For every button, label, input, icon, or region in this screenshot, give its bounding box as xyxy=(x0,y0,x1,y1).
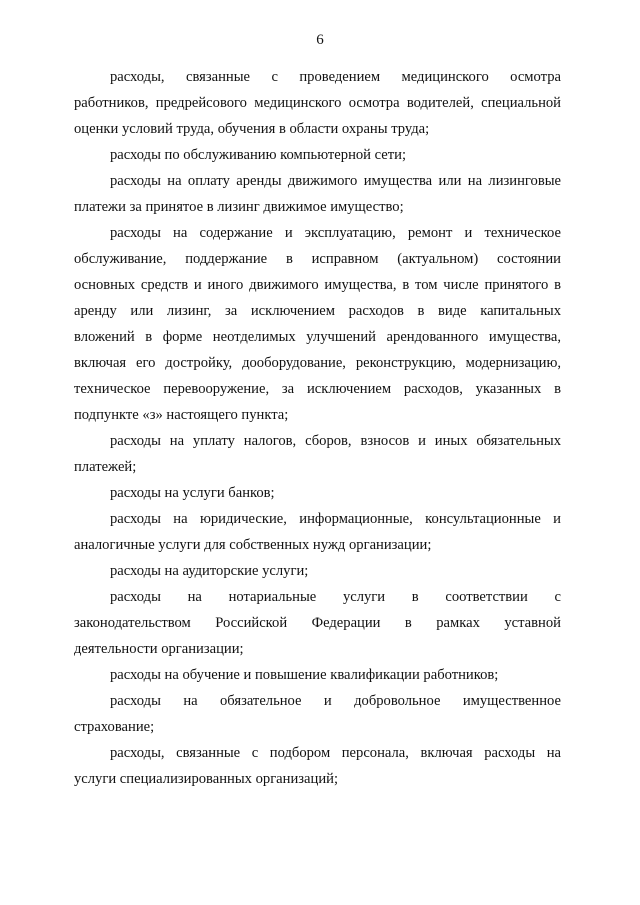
word: расходы xyxy=(110,589,161,605)
word: на xyxy=(183,693,198,709)
word: нотариальные xyxy=(228,589,317,605)
word: с xyxy=(271,69,278,85)
paragraph xyxy=(74,168,561,220)
text-line: аналогичные услуги для собственных нужд организации; xyxy=(74,537,432,553)
paragraph xyxy=(74,740,561,792)
text-line xyxy=(74,584,561,610)
word: медицинского xyxy=(401,69,489,85)
text-line: расходы на услуги банков; xyxy=(110,485,275,501)
text-line: платежи за принятое в лизинг движимое имущество; xyxy=(74,199,404,215)
paragraph xyxy=(74,688,561,740)
text-line: вложений в форме неотделимых улучшений арендованного имущества, xyxy=(74,329,561,345)
text-line: расходы на обучение и повышение квалификации работников; xyxy=(110,667,499,683)
paragraph xyxy=(74,584,561,662)
word: законодательством xyxy=(74,615,191,631)
paragraph xyxy=(74,428,561,480)
word: и xyxy=(323,693,332,709)
word: Федерации xyxy=(311,615,381,631)
word: соответствии xyxy=(445,589,528,605)
page-number: 6 xyxy=(316,32,324,48)
word: в xyxy=(404,615,412,631)
text-line: оценки условий труда, обучения в области охраны труда; xyxy=(74,121,430,137)
text-line: услуги специализированных организаций; xyxy=(74,771,338,787)
word: имущественное xyxy=(462,693,561,709)
text-line: расходы, связанные с подбором персонала, включая расходы на xyxy=(110,745,561,761)
text-line: подпункте «з» настоящего пункта; xyxy=(74,407,289,423)
word: услуги xyxy=(342,589,386,605)
word: обязательное xyxy=(220,693,302,709)
text-line: включая его достройку, дооборудование, реконструкцию, модернизацию, xyxy=(74,355,561,371)
text-line: основных средств и иного движимого имущества, в том числе принятого в xyxy=(74,277,561,293)
text-line: расходы на содержание и эксплуатацию, ремонт и техническое xyxy=(110,225,561,241)
text-line: расходы на уплату налогов, сборов, взносов и иных обязательных xyxy=(110,433,561,449)
text-line: расходы на аудиторские услуги; xyxy=(110,563,309,579)
document-body xyxy=(74,64,561,792)
text-line xyxy=(74,610,561,636)
text-line: расходы по обслуживанию компьютерной сети; xyxy=(110,147,407,163)
paragraph xyxy=(74,662,561,688)
paragraph xyxy=(74,220,561,428)
text-line: работников, предрейсового медицинского осмотра водителей, специальной xyxy=(74,95,561,111)
paragraph xyxy=(74,64,561,142)
word: добровольное xyxy=(354,693,441,709)
text-line xyxy=(74,64,561,90)
word: с xyxy=(554,589,561,605)
word: проведением xyxy=(299,69,381,85)
paragraph xyxy=(74,558,561,584)
text-line: обслуживание, поддержание в исправном (актуальном) состоянии xyxy=(74,251,561,267)
paragraph xyxy=(74,480,561,506)
text-line: техническое перевооружение, за исключением расходов, указанных в xyxy=(74,381,561,397)
text-line: расходы на юридические, информационные, консультационные и xyxy=(110,511,561,527)
word: расходы xyxy=(110,693,161,709)
word: на xyxy=(187,589,202,605)
word: в xyxy=(411,589,419,605)
word: расходы, xyxy=(110,69,165,85)
word: рамках xyxy=(436,615,480,631)
paragraph xyxy=(74,506,561,558)
word: Российской xyxy=(215,615,288,631)
text-line: аренду или лизинг, за исключением расходов в виде капитальных xyxy=(74,303,561,319)
word: уставной xyxy=(504,615,561,631)
paragraph xyxy=(74,142,561,168)
text-line: страхование; xyxy=(74,719,155,735)
text-line: деятельности организации; xyxy=(74,641,244,657)
word: осмотра xyxy=(510,69,561,85)
text-line: расходы на оплату аренды движимого имущества или на лизинговые xyxy=(110,173,561,189)
word: связанные xyxy=(185,69,251,85)
text-line xyxy=(74,688,561,714)
text-line: платежей; xyxy=(74,459,137,475)
